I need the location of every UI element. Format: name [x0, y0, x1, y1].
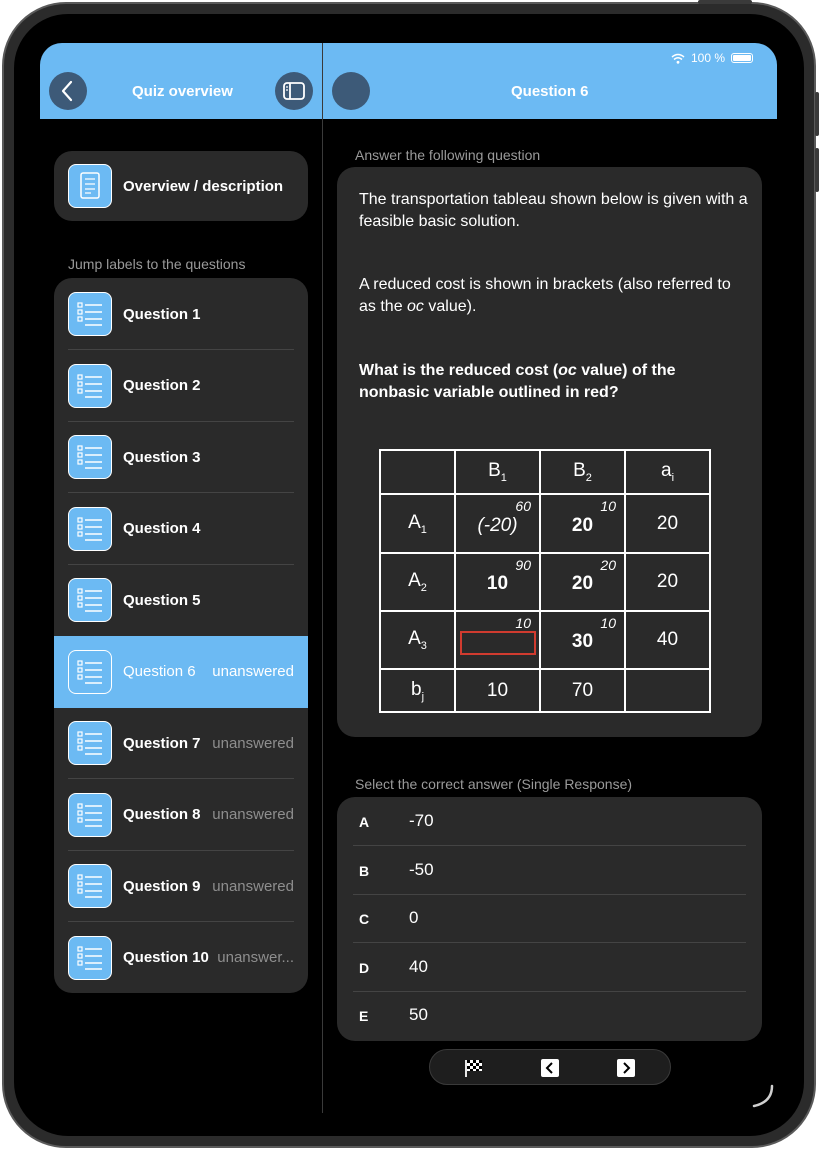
list-icon — [68, 507, 112, 551]
battery-icon — [731, 53, 753, 63]
top-button — [698, 0, 752, 4]
question-section-label: Answer the following question — [355, 147, 541, 163]
list-icon — [68, 721, 112, 765]
answer-text: -50 — [409, 859, 434, 879]
sidebar-item-question-9[interactable] — [54, 850, 308, 922]
next-question-button[interactable] — [616, 1058, 636, 1078]
transportation-tableau — [379, 449, 711, 713]
navigation-bar — [40, 43, 777, 119]
sidebar-icon — [275, 72, 313, 110]
question-label: Question 7 — [123, 734, 201, 752]
sidebar-item-question-3[interactable] — [54, 421, 308, 493]
question-paragraph-1: The transportation tableau shown below is given with a feasible basic solution. — [359, 191, 748, 230]
question-label: Question 3 — [123, 448, 201, 466]
sidebar-item-question-7[interactable] — [54, 707, 308, 779]
chevron-left-icon — [49, 72, 87, 110]
tableau-col-header: $a_i$ — [625, 450, 710, 494]
question-label: Question 1 — [123, 305, 201, 323]
question-label: Question 4 — [123, 520, 201, 537]
tableau-cell: 10 30 — [540, 611, 625, 669]
finish-quiz-button[interactable] — [464, 1058, 484, 1078]
question-status: unanswer... — [217, 949, 294, 966]
sidebar-item-question-6[interactable] — [54, 636, 308, 708]
tableau-demand — [625, 669, 710, 712]
answer-text: 40 — [409, 956, 428, 976]
list-icon — [68, 936, 112, 980]
answer-text: 0 — [409, 908, 419, 927]
tableau-cell: 20 20 — [540, 553, 625, 611]
question-status: unanswered — [212, 734, 294, 752]
list-icon — [68, 793, 112, 837]
question-label: Question 6 — [123, 663, 196, 680]
red-outline — [460, 631, 536, 655]
question-menu-button[interactable] — [332, 72, 370, 110]
tableau-cell: 10 20 — [540, 494, 625, 553]
tableau-demand: 70 — [540, 669, 625, 712]
sidebar-item-question-5[interactable] — [54, 564, 308, 636]
question-label: Question 9 — [123, 877, 201, 895]
tableau-corner — [380, 450, 455, 494]
question-list — [54, 278, 308, 993]
question-card — [337, 167, 762, 737]
question-label: Question 2 — [123, 377, 201, 394]
list-icon — [68, 435, 112, 479]
answer-letter: E — [359, 1008, 369, 1024]
resize-handle-icon[interactable] — [748, 1082, 776, 1110]
question-label: Question 10 — [123, 949, 209, 966]
sidebar-item-question-1[interactable] — [54, 278, 308, 350]
answer-letter: A — [359, 814, 370, 830]
question-paragraph-2: A reduced cost is shown in brackets (also referred to as the oc value). — [359, 276, 731, 315]
answer-option-e[interactable] — [337, 991, 762, 1040]
overview-item[interactable] — [54, 151, 308, 221]
answer-letter: B — [359, 862, 370, 879]
sidebar-item-question-8[interactable] — [54, 779, 308, 851]
answer-letter: C — [359, 911, 370, 927]
answer-option-d[interactable] — [337, 943, 762, 992]
wifi-icon — [671, 53, 685, 64]
status-bar — [671, 51, 753, 65]
toggle-sidebar-button[interactable] — [275, 72, 313, 110]
tableau-row-header: $A_3$ — [380, 611, 455, 669]
tableau-col-header: $B_1$ — [455, 450, 540, 494]
sidebar-item-question-10[interactable] — [54, 922, 308, 994]
tableau-col-header: $B_2$ — [540, 450, 625, 494]
answer-option-c[interactable] — [337, 894, 762, 943]
tableau-row-header: $b_j$ — [380, 669, 455, 712]
tableau-supply: 40 — [625, 611, 710, 669]
tableau-supply: 20 — [625, 553, 710, 611]
question-label: Question 8 — [123, 806, 201, 823]
tableau-cell: 90 10 — [455, 553, 540, 611]
list-icon — [68, 364, 112, 408]
chevron-left-icon — [540, 1058, 560, 1078]
question-title: Question 6 — [511, 83, 589, 100]
list-icon — [68, 650, 112, 694]
list-icon — [68, 578, 112, 622]
previous-question-button[interactable] — [540, 1058, 560, 1078]
answer-list — [337, 797, 762, 1041]
battery-percent: 100 % — [690, 51, 725, 65]
question-status: unanswered — [212, 877, 294, 895]
sidebar-item-question-2[interactable] — [54, 350, 308, 422]
checkered-flag-icon — [464, 1058, 484, 1078]
sidebar-item-question-4[interactable] — [54, 493, 308, 565]
answer-option-a[interactable] — [337, 797, 762, 846]
screen — [40, 43, 777, 1113]
tableau-row-header: $A_1$ — [380, 494, 455, 553]
split-divider — [322, 43, 323, 1113]
overview-card[interactable] — [54, 151, 308, 221]
answer-text: -70 — [409, 811, 434, 830]
question-status: unanswered — [212, 663, 294, 680]
tableau-cell: 60 (-20) — [455, 494, 540, 553]
tableau-demand: 10 — [455, 669, 540, 712]
answer-text: 50 — [409, 1005, 428, 1024]
overview-label: Overview / description — [123, 177, 284, 195]
chevron-right-icon — [616, 1058, 636, 1078]
question-prompt: What is the reduced cost (oc value) of the nonbasic variable outlined in red? — [359, 362, 676, 401]
answer-letter: D — [359, 959, 370, 976]
answer-section-label: Select the correct answer (Single Response) — [355, 776, 633, 792]
answer-option-b[interactable] — [337, 846, 762, 895]
sidebar-title: Quiz overview — [132, 83, 233, 100]
volume-up-button — [815, 92, 819, 136]
tableau-supply: 20 — [625, 494, 710, 553]
volume-down-button — [815, 148, 819, 192]
back-button[interactable] — [49, 72, 87, 110]
section-label: Jump labels to the questions — [68, 256, 246, 272]
tableau-row-header: $A_2$ — [380, 553, 455, 611]
question-label: Question 5 — [123, 591, 201, 609]
list-icon — [68, 864, 112, 908]
question-status: unanswered — [212, 806, 294, 823]
list-icon — [68, 292, 112, 336]
bottom-toolbar — [429, 1049, 671, 1085]
document-icon — [68, 164, 112, 208]
tableau-cell-outlined: 10 — [455, 611, 540, 669]
